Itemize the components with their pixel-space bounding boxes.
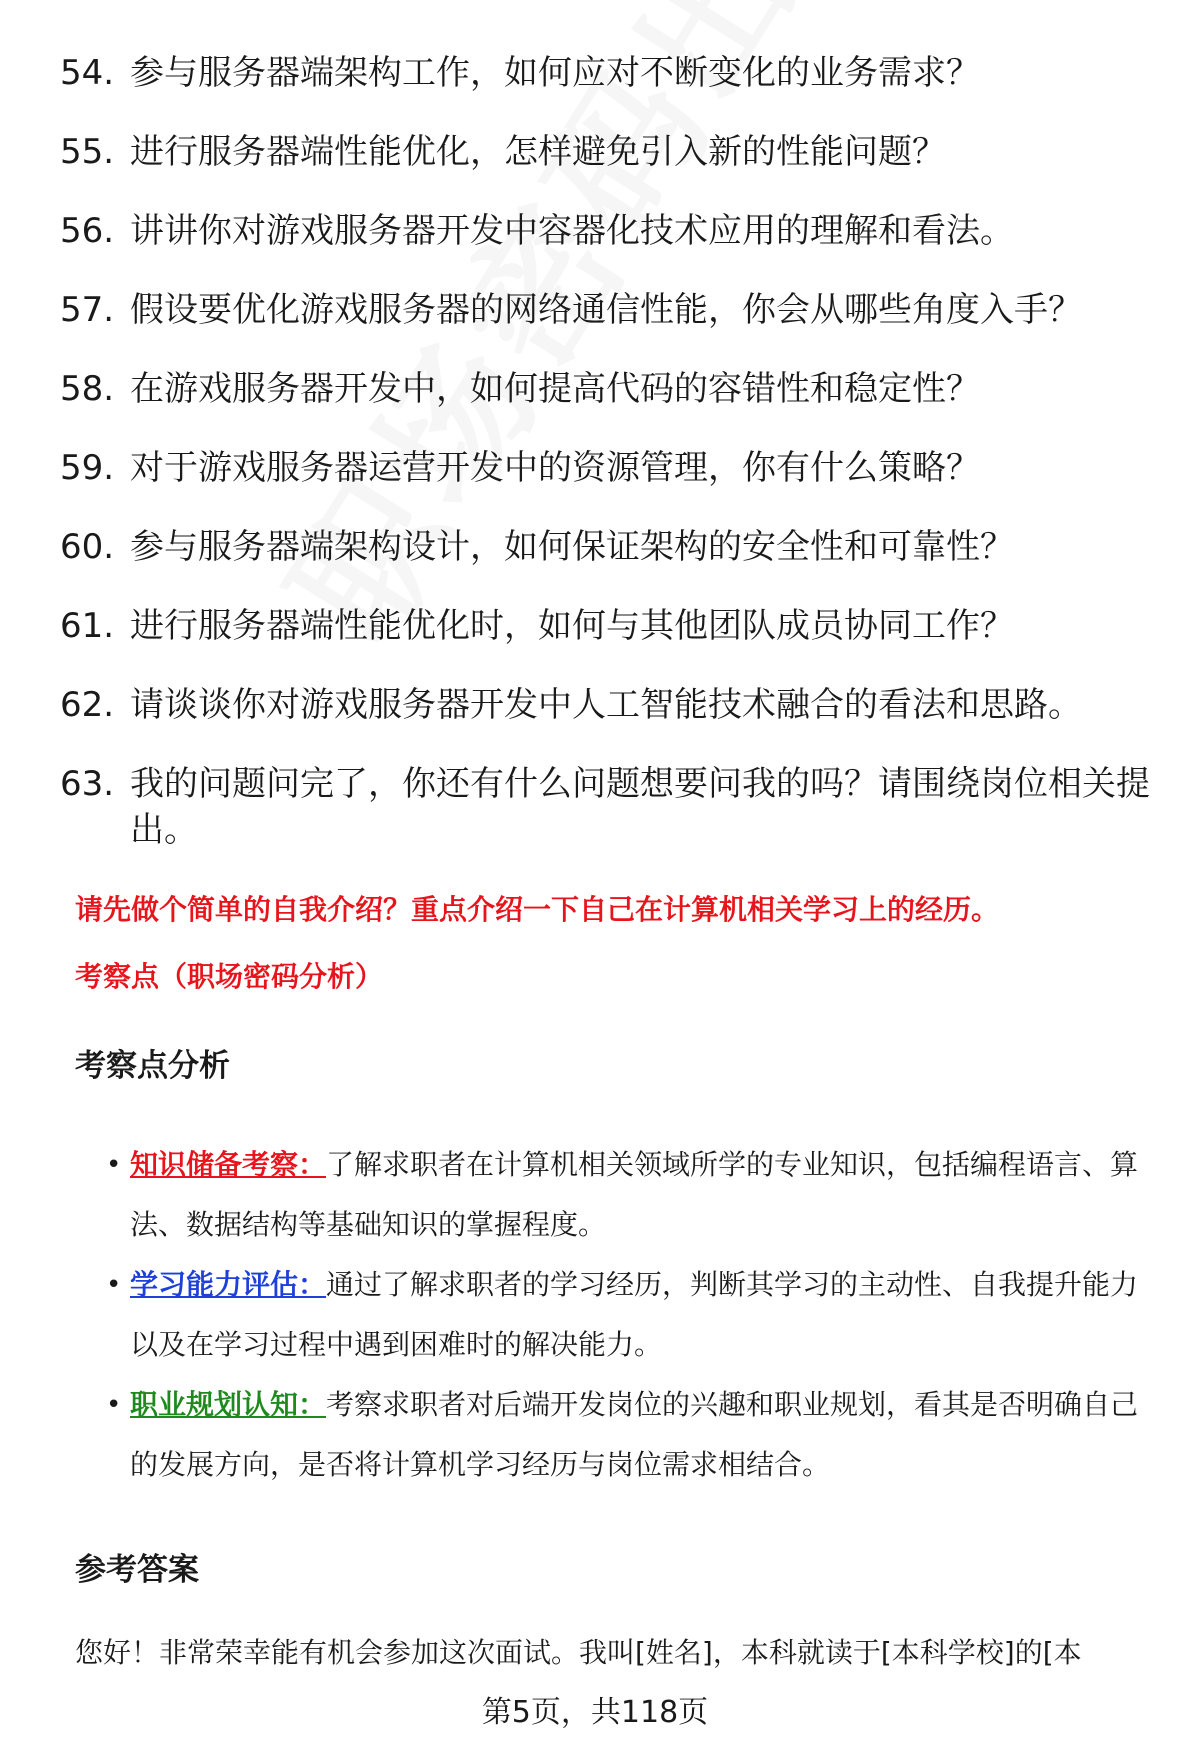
bullet-label: 知识储备考察：: [130, 1148, 327, 1181]
bullet-label: 职业规划认知：: [130, 1388, 327, 1421]
question-item: [60, 761, 1160, 853]
question-text: 请谈谈你对游戏服务器开发中人工智能技术融合的看法和思路。: [130, 685, 1082, 725]
bullet-label: 学习能力评估：: [130, 1268, 327, 1301]
question-item: [60, 287, 1160, 333]
analysis-bullet: [100, 1255, 1160, 1375]
question-item: [60, 445, 1160, 491]
page-footer: 第5页，共118页: [481, 1695, 709, 1730]
question-number: 55.: [60, 132, 115, 172]
question-text: 参与服务器端架构工作，如何应对不断变化的业务需求？: [130, 53, 980, 93]
analysis-title: 考察点分析: [75, 1048, 230, 1084]
question-item: [60, 603, 1160, 649]
question-text: 在游戏服务器开发中，如何提高代码的容错性和稳定性？: [130, 369, 980, 409]
question-item: [60, 208, 1160, 254]
analysis-source: 考察点（职场密码分析）: [75, 960, 384, 993]
answer-text: 您好！非常荣幸能有机会参加这次面试。我叫[姓名]，本科就读于[本科学校]的[本: [75, 1636, 1082, 1669]
analysis-bullet: [100, 1375, 1160, 1495]
question-number: 57.: [60, 290, 115, 330]
question-text: 进行服务器端性能优化时，如何与其他团队成员协同工作？: [130, 606, 1014, 646]
question-item: [60, 682, 1160, 728]
bullet-dot-icon: •: [106, 1390, 122, 1420]
question-number: 56.: [60, 211, 115, 251]
question-list: [60, 50, 1160, 886]
analysis-bullet-list: [100, 1135, 1160, 1495]
question-text: 对于游戏服务器运营开发中的资源管理，你有什么策略？: [130, 448, 980, 488]
question-item: [60, 524, 1160, 570]
question-text: 讲讲你对游戏服务器开发中容器化技术应用的理解和看法。: [130, 211, 1014, 251]
question-text: 假设要优化游戏服务器的网络通信性能，你会从哪些角度入手？: [130, 290, 1082, 330]
question-text: 参与服务器端架构设计，如何保证架构的安全性和可靠性？: [130, 527, 1014, 567]
question-number: 62.: [60, 685, 115, 725]
question-text: 进行服务器端性能优化，怎样避免引入新的性能问题？: [130, 132, 946, 172]
question-item: [60, 129, 1160, 175]
question-text: 我的问题问完了，你还有什么问题想要问我的吗？请围绕岗位相关提出。: [130, 764, 1150, 850]
analysis-bullet: [100, 1135, 1160, 1255]
question-item: [60, 366, 1160, 412]
bullet-dot-icon: •: [106, 1270, 122, 1300]
question-number: 63.: [60, 764, 115, 804]
question-number: 61.: [60, 606, 115, 646]
question-number: 60.: [60, 527, 115, 567]
question-item: [60, 50, 1160, 96]
question-number: 59.: [60, 448, 115, 488]
question-number: 58.: [60, 369, 115, 409]
bullet-text: 考察求职者对后端开发岗位的兴趣和职业规划，看其是否明确自己的发展方向，是否将计算机学习经历与岗位需求相结合。: [130, 1388, 1139, 1481]
bullet-dot-icon: •: [106, 1150, 122, 1180]
question-heading: 请先做个简单的自我介绍？重点介绍一下自己在计算机相关学习上的经历。: [75, 893, 1000, 926]
bullet-text: 了解求职者在计算机相关领域所学的专业知识，包括编程语言、算法、数据结构等基础知识的掌握程度。: [130, 1148, 1139, 1241]
answer-title: 参考答案: [75, 1552, 199, 1588]
bullet-text: 通过了解求职者的学习经历，判断其学习的主动性、自我提升能力以及在学习过程中遇到困难时的解决能力。: [130, 1268, 1139, 1361]
question-number: 54.: [60, 53, 115, 93]
